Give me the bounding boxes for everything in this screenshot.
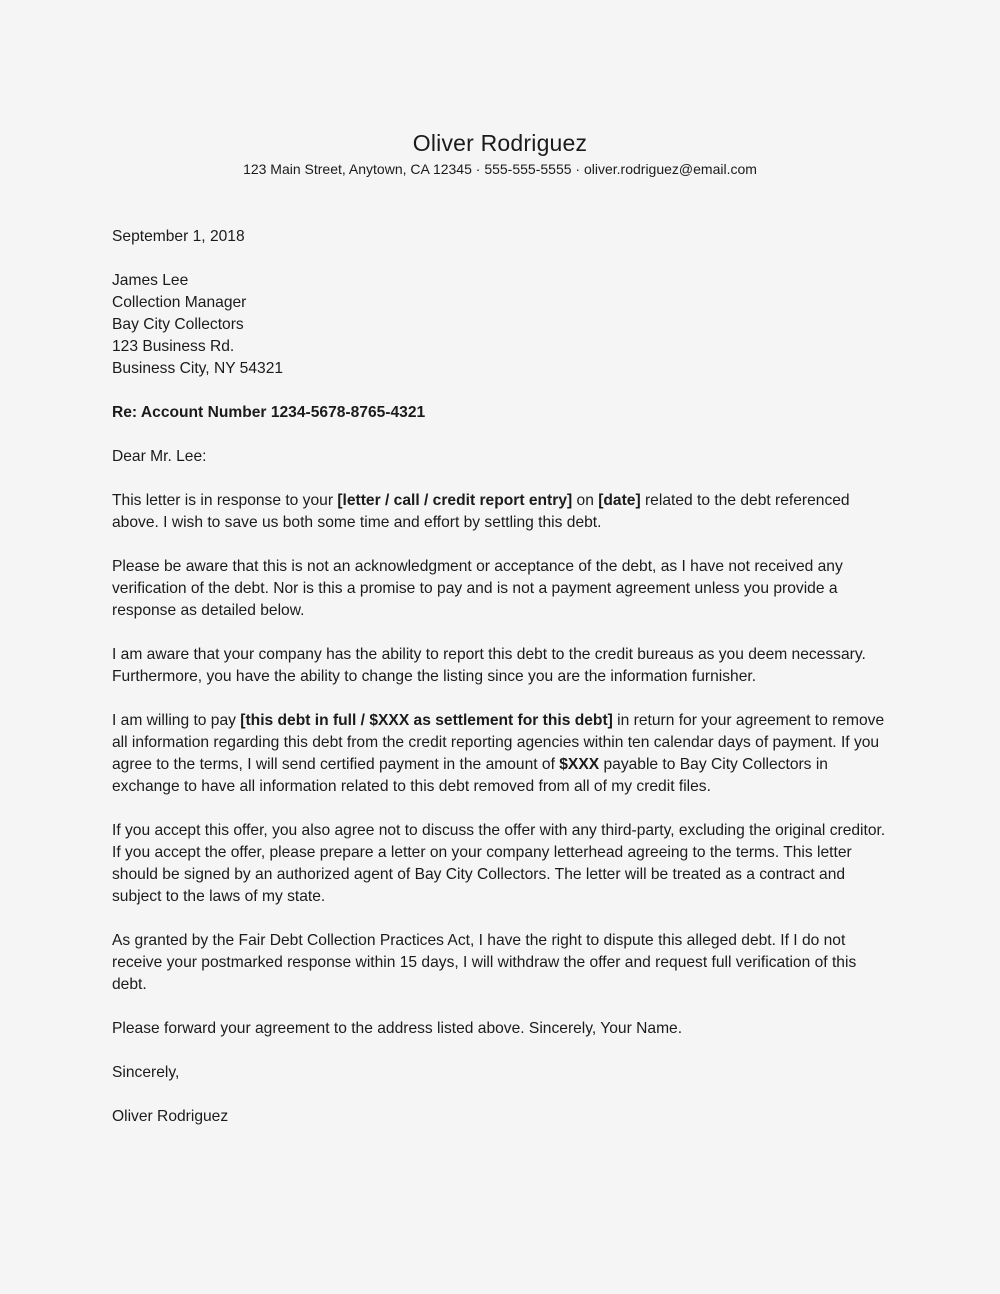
paragraph-6	[112, 930, 892, 996]
recipient-company: Bay City Collectors	[112, 316, 244, 333]
recipient-title: Collection Manager	[112, 294, 247, 311]
contact-separator: ·	[471, 161, 485, 177]
paragraph-7	[112, 1018, 892, 1040]
signature-name: Oliver Rodriguez	[112, 1108, 229, 1125]
salutation: Dear Mr. Lee:	[112, 448, 207, 465]
placeholder-settlement-terms: [this debt in full / $XXX as settlement for this debt]	[240, 712, 613, 729]
sender-email: oliver.rodriguez@email.com	[583, 161, 757, 177]
paragraph-text: payable to Bay City Collectors in exchange to have all information related to this debt removed from all of my credit files.	[112, 756, 828, 795]
closing: Sincerely,	[112, 1064, 180, 1081]
paragraph-text: in return for your agreement to remove all information regarding this debt from the credit reporting agencies within ten calendar days of payment. If you agree to the terms, I will send certified payment in the amount of	[112, 712, 885, 773]
paragraph-text: related to the debt referenced above. I wish to save us both some time and effort by settling this debt.	[112, 492, 850, 531]
paragraph-1	[112, 490, 892, 534]
placeholder-contact-type: [letter / call / credit report entry]	[337, 492, 573, 509]
recipient-address	[112, 270, 892, 380]
paragraph-text: This letter is in response to your	[112, 492, 338, 509]
letter-body	[112, 226, 892, 1150]
paragraph-text: on	[572, 492, 599, 509]
paragraph-text: Please forward your agreement to the address listed above. Sincerely, Your Name.	[112, 1020, 683, 1037]
paragraph-text: Please be aware that this is not an acknowledgment or acceptance of the debt, as I have not received any verification of the debt. Nor is this a promise to pay and is not a payment agreement unless you provide a response as detailed below.	[112, 558, 843, 619]
paragraph-2	[112, 556, 892, 622]
sender-contact	[0, 160, 1000, 178]
recipient-city: Business City, NY 54321	[112, 360, 284, 377]
paragraph-text: I am aware that your company has the ability to report this debt to the credit bureaus as you deem necessary. Furthermore, you have the ability to change the listing since you are the information furnisher.	[112, 646, 866, 685]
subject-text: Re: Account Number 1234-5678-8765-4321	[112, 404, 426, 421]
subject-line	[112, 402, 892, 424]
paragraph-5	[112, 820, 892, 908]
recipient-street: 123 Business Rd.	[112, 338, 235, 355]
placeholder-amount: $XXX	[559, 756, 600, 773]
placeholder-date: [date]	[598, 492, 641, 509]
letter-date: September 1, 2018	[112, 228, 245, 245]
paragraph-4	[112, 710, 892, 798]
paragraph-text: If you accept this offer, you also agree not to discuss the offer with any third-party, excluding the original creditor. If you accept the offer, please prepare a letter on your company letterhead agreeing to the terms. This letter should be signed by an authorized agent of Bay City Collectors. The letter will be treated as a contract and subject to the laws of my state.	[112, 822, 886, 905]
sender-name: Oliver Rodriguez	[412, 130, 588, 156]
sender-address: 123 Main Street, Anytown, CA 12345	[243, 161, 472, 177]
recipient-name: James Lee	[112, 272, 189, 289]
letterhead	[0, 128, 1000, 178]
contact-separator: ·	[571, 161, 584, 177]
paragraph-text: As granted by the Fair Debt Collection Practices Act, I have the right to dispute this alleged debt. If I do not receive your postmarked response within 15 days, I will withdraw the offer and request full verification of this debt.	[112, 932, 857, 993]
paragraph-text: I am willing to pay	[112, 712, 241, 729]
sender-phone: 555-555-5555	[484, 161, 572, 177]
paragraph-3	[112, 644, 892, 688]
